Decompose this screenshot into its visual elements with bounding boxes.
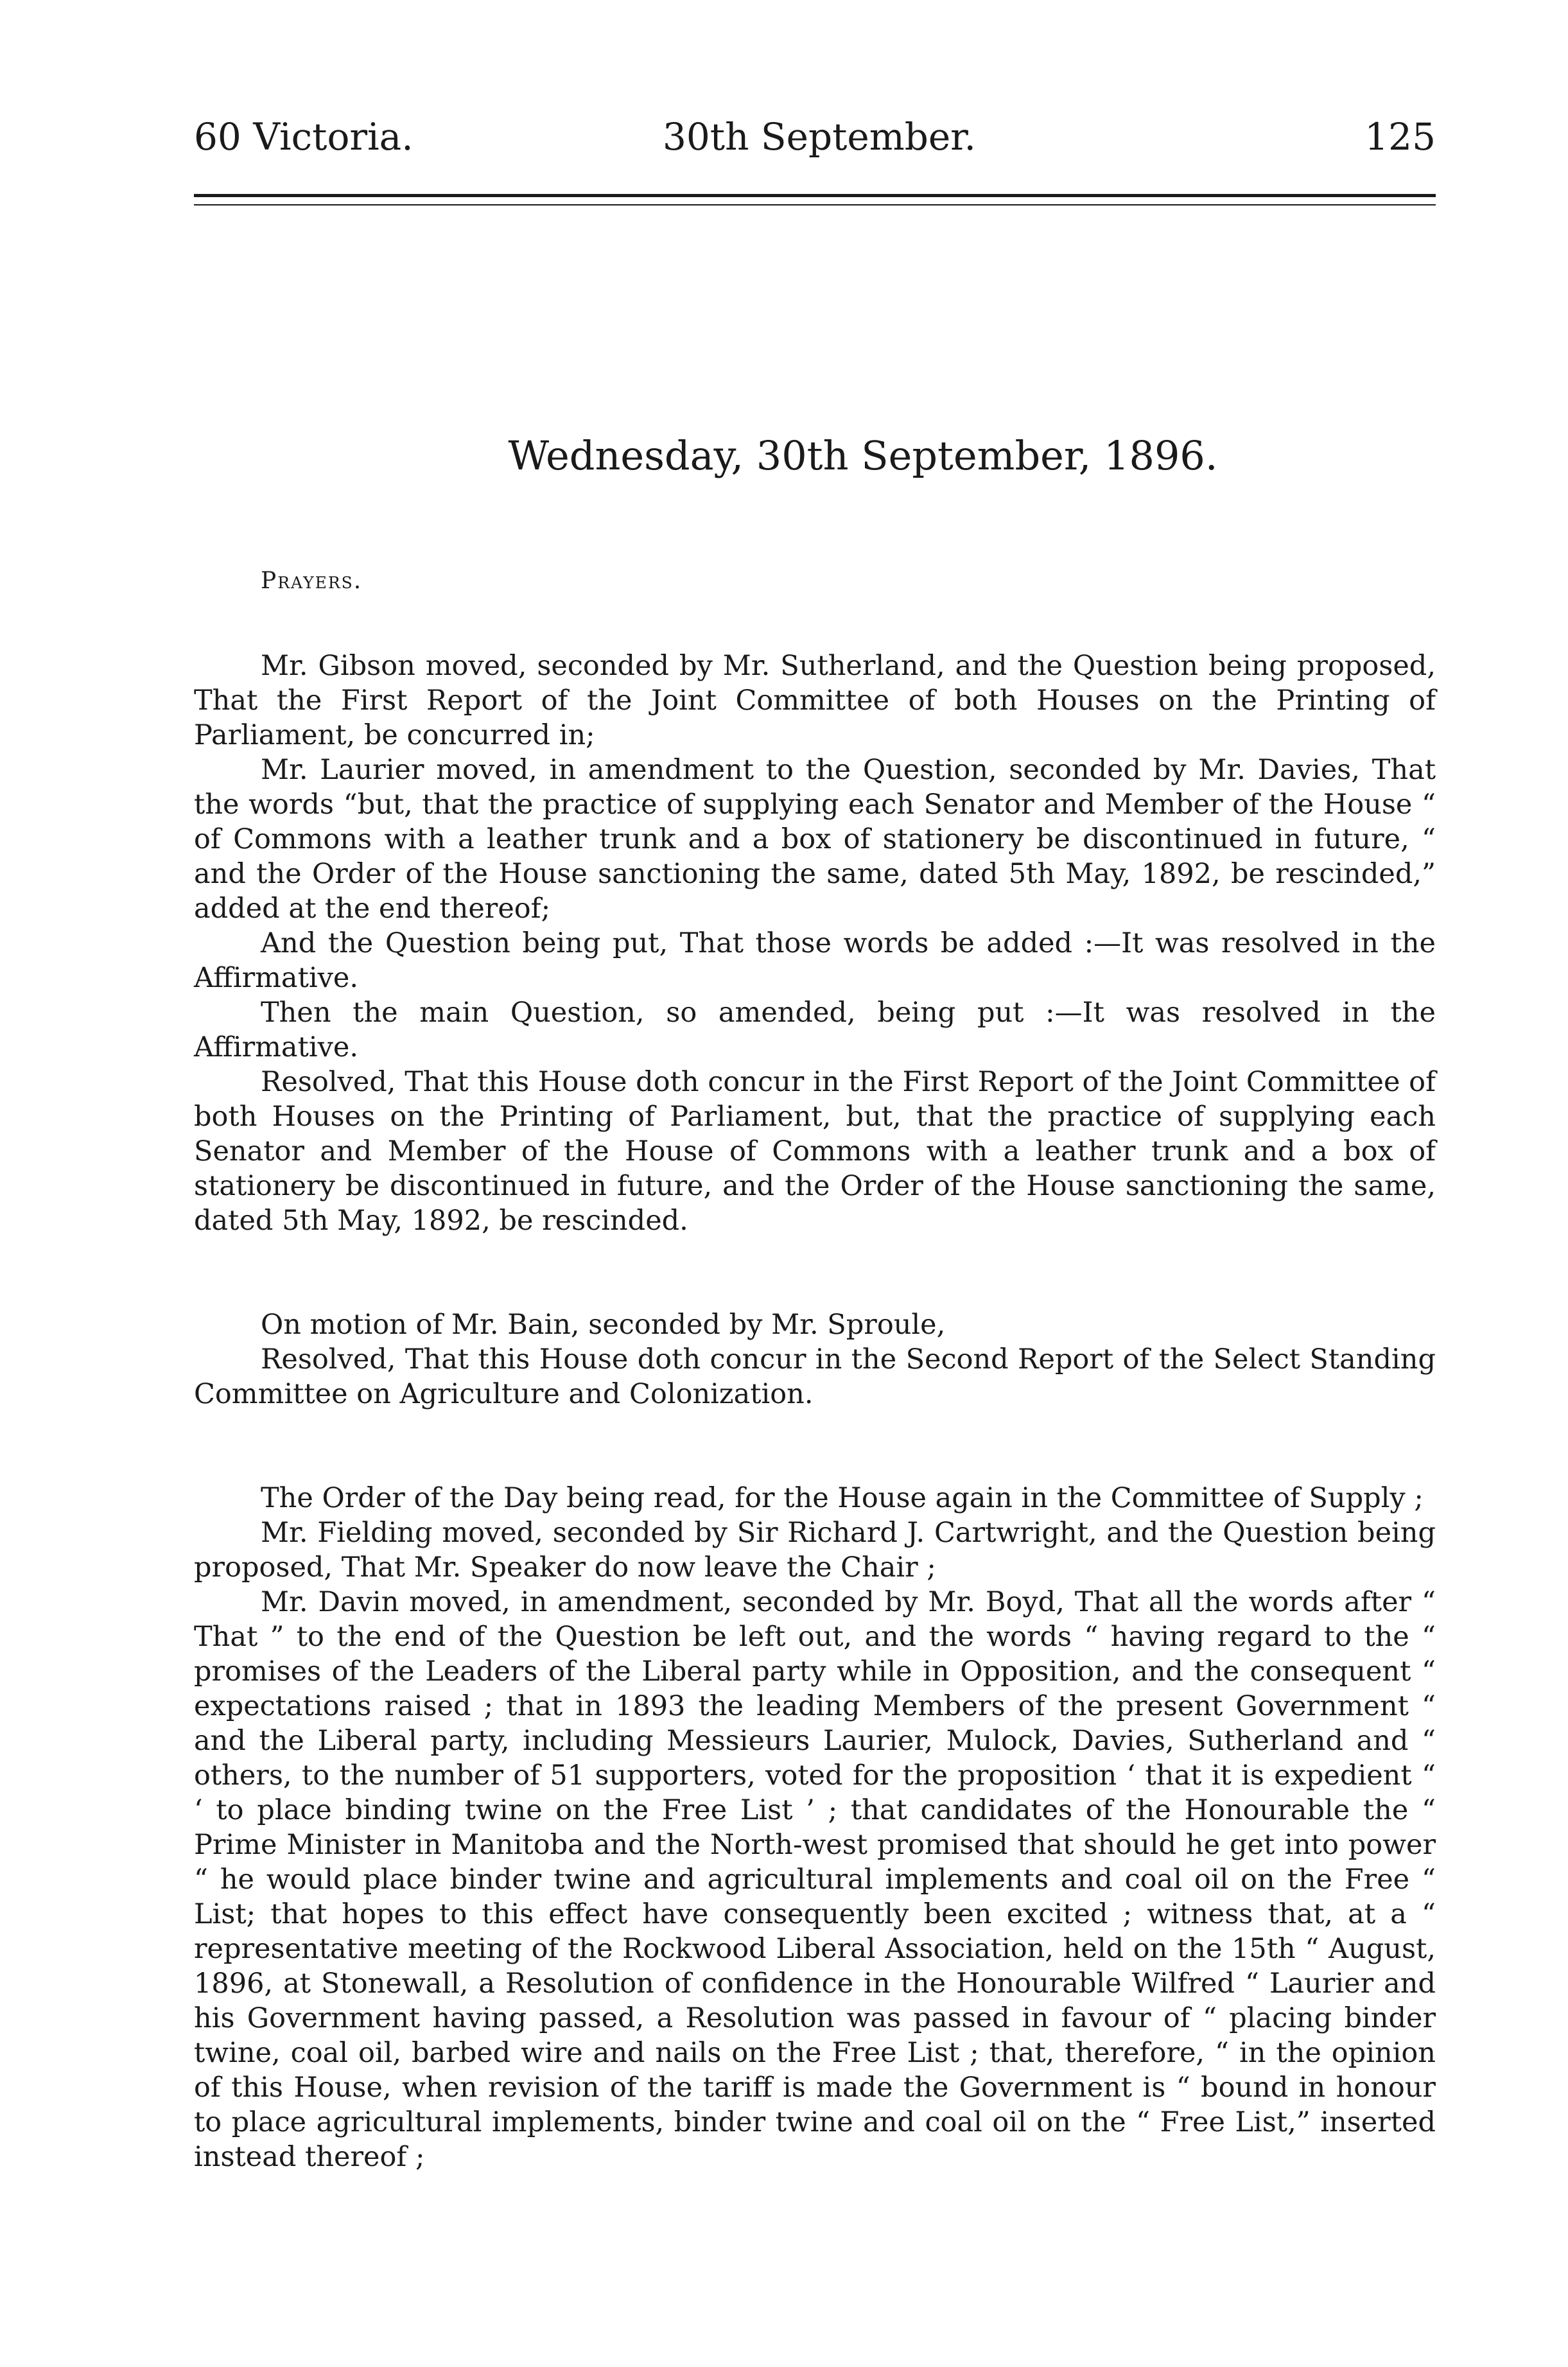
journal-page — [194, 0, 1436, 2367]
header-rule-thick — [194, 194, 1436, 197]
date-heading: Wednesday, 30th September, 1896. — [508, 432, 1218, 479]
paragraph-davin-amendment: Mr. Davin moved, in amendment, seconded by Mr. Boyd, That all the words after “ That ” to the end of the Question be left out, and the words “ having regard to the “ promises of the Leaders of the Liberal party while in Opposition, and the consequent “ expectations raised ; that in 1893 the leading Members of the present Government “ and the Liberal party, including Messieurs Laurier, Mulock, Davies, Sutherland and “ others, to the number of 51 supporters, voted for the proposition ‘ that it is expedient “ ‘ to place binding twine on the Free List ’ ; that candidates of the Honourable the “ Prime Minister in Manitoba and the North-west promised that should he get into power “ he would place binder twine and agricultural implements and coal oil on the Free “ List; that hopes to this effect have consequently been excited ; witness that, at a “ representative meeting of the Rockwood Liberal Association, held on the 15th “ August, 1896, at Stonewall, a Resolution of confidence in the Honourable Wilfred “ Laurier and his Government having passed, a Resolution was passed in favour of “ placing binder twine, coal oil, barbed wire and nails on the Free List ; that, therefore, “ in the opinion of this House, when revision of the tariff is made the Government is “ bound in honour to place agricultural implements, binder twine and coal oil on the “ Free List,” inserted instead thereof ; — [194, 1586, 1436, 2173]
paragraph-resolved-second-report: Resolved, That this House doth concur in the Second Report of the Select Standing Committee on Agriculture and Colonization. — [194, 1343, 1436, 1410]
paragraph-order-of-day: The Order of the Day being read, for the House again in the Committee of Supply ; — [261, 1482, 1424, 1514]
proceedings-text — [194, 649, 1436, 2174]
paragraph-gibson-motion: Mr. Gibson moved, seconded by Mr. Sutherland, and the Question being proposed, That the First Report of the Joint Committee of both Houses on the Printing of Parliament, be concurred in; — [194, 650, 1436, 751]
paragraph-bain-motion: On motion of Mr. Bain, seconded by Mr. Sproule, — [261, 1309, 946, 1341]
paragraph-fielding-motion: Mr. Fielding moved, seconded by Sir Richard J. Cartwright, and the Question being proposed, That Mr. Speaker do now leave the Chair ; — [194, 1517, 1436, 1584]
page-number: 125 — [1364, 115, 1436, 159]
paragraph-question-put: And the Question being put, That those words be added :—It was resolved in the Affirmative. — [194, 927, 1436, 994]
session-label: 60 Victoria. — [194, 115, 414, 159]
paragraph-laurier-amendment: Mr. Laurier moved, in amendment to the Question, seconded by Mr. Davies, That the words “but, that the practice of supplying each Senator and Member of the House “ of Commons with a leather trunk and a box of stationery be discontinued in future, “ and the Order of the House sanctioning the same, dated 5th May, 1892, be rescinded,” added at the end thereof; — [194, 754, 1436, 925]
header-rule-thin — [194, 204, 1436, 205]
running-head — [194, 108, 1436, 166]
paragraph-main-question: Then the main Question, so amended, being put :—It was resolved in the Affirmative. — [194, 997, 1436, 1063]
prayers-heading: Prayers. — [261, 568, 363, 594]
date-label: 30th September. — [663, 115, 976, 159]
paragraph-resolved-first-report: Resolved, That this House doth concur in the First Report of the Joint Committee of both Houses on the Printing of Parliament, but, that the practice of supplying each Senator and Member of the House of Commons with a leather trunk and a box of stationery be discontinued in future, and the Order of the House sanctioning the same, dated 5th May, 1892, be rescinded. — [194, 1066, 1436, 1237]
